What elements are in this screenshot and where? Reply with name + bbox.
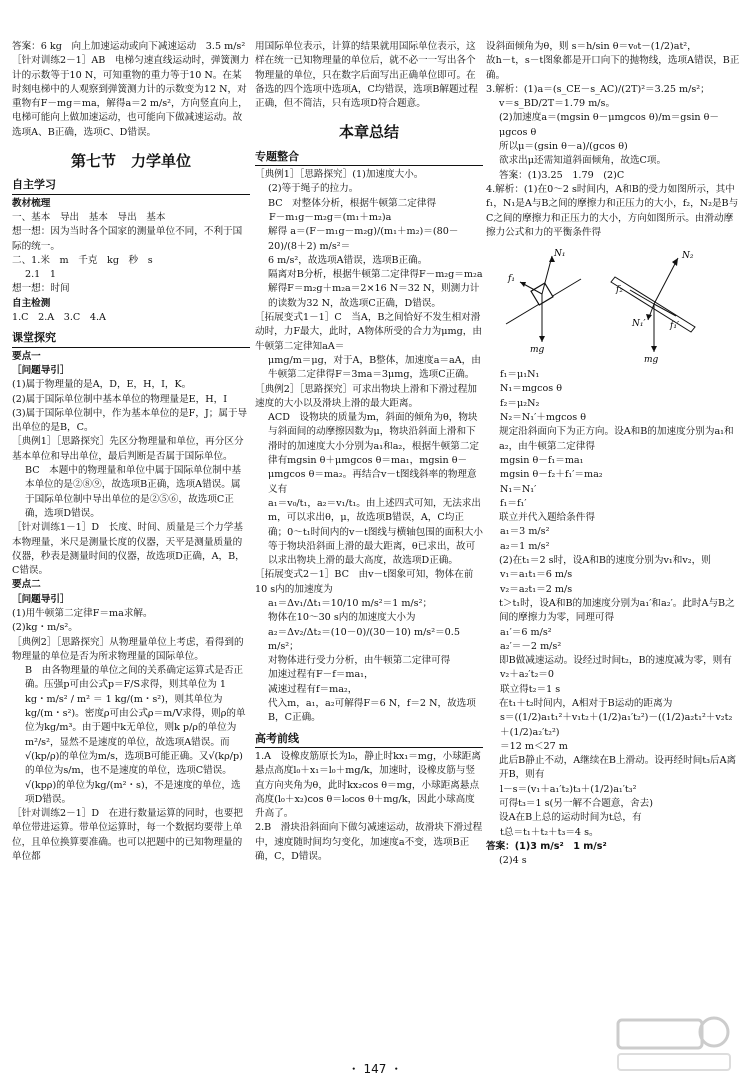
equation: 设斜面倾角为θ，则 s＝h/sin θ＝v₀t－(1/2)at²， — [486, 41, 697, 52]
text-line: (3)属于国际单位制中，作为基本单位的是F，J；属于导出单位的是B，C。 — [12, 407, 248, 434]
self-study-header: 自主学习 — [12, 178, 250, 194]
text-line: ［典例1］［思路探究］(1)加速度大小。 — [255, 169, 424, 181]
watermark-url-box — [618, 1054, 730, 1070]
topic-header: 专题整合 — [255, 150, 483, 166]
column-middle — [255, 40, 483, 864]
equation: a₁＝Δv₁/Δt₁＝10/10 m/s²＝1 m/s²； — [268, 597, 433, 609]
text-line: 物体在10～30 s内的加速度大小为 — [268, 612, 416, 624]
equation: a₁′＝6 m/s² — [500, 626, 552, 638]
equation: v＝s_BD/2T＝1.79 m/s。 — [499, 98, 616, 110]
equation: mgsin θ－f₂＋f₁′＝ma₂ — [500, 469, 603, 481]
text-line: 二、1.米 m 千克 kg 秒 s — [12, 254, 153, 266]
label-f1-prime: f₁′ — [670, 321, 679, 332]
text-line: 想一想：因为当时各个国家的测量单位不同，不利于国际的统一。 — [12, 226, 243, 252]
equation: l－s＝(v₁＋a₁′t₂)t₃＋(1/2)a₁′t₃² — [500, 783, 637, 795]
text-line: 6 m/s²，故选项A错误，选项B正确。 — [268, 254, 428, 266]
text-line: μmg/m＝μg，对于A，B整体，加速度a＝aA，由牛顿第二定律得F＝3ma＝3μmg，选项C正确。 — [268, 354, 481, 381]
text-line: 此后B静止不动，A继续在B上滑动。设再经时间t₃后A离开B，则有 — [499, 755, 737, 781]
force-diagrams — [486, 244, 740, 364]
self-check-label: 自主检测 — [12, 297, 51, 309]
guide-label: ［问题导引］ — [12, 364, 70, 376]
equation: N₁＝mgcos θ — [500, 383, 562, 395]
label-f2: f₂ — [616, 285, 623, 296]
text-line: (2)等于绳子的拉力。 — [268, 183, 359, 195]
text-line: (1)用牛顿第二定律F＝ma求解。 — [12, 607, 153, 619]
label-n1-prime: N₁′ — [632, 319, 646, 330]
text-line: ［拓展变式2－1］BC 由v－t图象可知，物体在前10 s内的加速度为 — [255, 569, 474, 595]
block-a-diagram — [506, 249, 581, 355]
text-line: 用国际单位表示，计算的结果就用国际单位表示，这样在统一已知物理量的单位后，就不必一一写出各个物理量的单位，只在数字后面写出正确单位即可。在备选的四个选项中选项A，C均错误，选项B解题过程正确，但不简洁，只有选项D符合题意。 — [255, 41, 478, 110]
page-number: ・ 147 ・ — [347, 1062, 403, 1076]
answer-line: 答案：6 kg 向上加速运动或向下减速运动 3.5 m/s² — [12, 41, 246, 52]
column-right — [486, 40, 740, 869]
answer-line: (2)4 s — [499, 855, 527, 867]
answer-line: 答案：(1)3 m/s² 1 m/s² — [486, 840, 607, 852]
text-line: 规定沿斜面向下为正方向。设A和B的加速度分别为a₁和a₂，由牛顿第二定律得 — [499, 426, 734, 452]
text-line: 2.1 1 — [25, 269, 56, 281]
point-label: 要点二 — [12, 579, 41, 591]
force-diagram-svg — [486, 244, 736, 364]
text-line: 3.解析：(1)a＝(s_CE－s_AC)/(2T)²＝3.25 m/s²； — [486, 83, 710, 95]
equation: f₁＝f₁′ — [500, 497, 527, 509]
equation: f₂＝μ₂N₂ — [500, 397, 540, 409]
watermark-ring — [700, 1018, 728, 1046]
equation: ＝12 m＜27 m — [500, 740, 568, 752]
equation: s＝((1/2)a₁t₁²＋v₁t₂＋(1/2)a₁′t₂²)－((1/2)a₂t₁²＋v₂t₂＋(1/2)a₂′t₂²) — [500, 712, 733, 738]
text-line: BC 对整体分析，根据牛顿第二定律得 — [268, 197, 437, 209]
text-line: 1.C 2.A 3.C 4.A — [12, 312, 106, 324]
equation: N₁＝N₁′ — [500, 483, 537, 495]
equation: a₁＝3 m/s² — [500, 526, 550, 538]
text-line: 一、基本 导出 基本 导出 基本 — [12, 211, 166, 223]
text-line: 2.B 滑块沿斜面向下做匀减速运动，故滑块下滑过程中，速度随时间均匀变化，加速度a不变，选项B正确，C，D错误。 — [255, 822, 483, 863]
text-line: ACD 设物块的质量为m，斜面的倾角为θ，物块与斜面间的动摩擦因数为μ，物块沿斜面上滑和下滑时的加速度大小分别为a₁和a₂，根据牛顿第二定律有mgsin θ＋μmgcos θ＝ma₁，mgsin θ－μmgcos θ＝ma₂。再结合v－t图线斜率的物理意义有 — [268, 412, 480, 495]
column-left — [12, 40, 250, 864]
example-1: ［典例1］［思路探究］先区分物理量和单位，再分区分基本单位和导出单位，最后判断是否属于国际单位。 — [12, 436, 244, 462]
label-mg: mg — [644, 355, 659, 365]
watermark-box — [618, 1020, 702, 1048]
equation: mgsin θ－f₁＝ma₁ — [500, 454, 584, 466]
equation: (2)加速度a＝(mgsin θ－μmgcos θ)/m＝gsin θ－μgcos θ — [499, 112, 720, 138]
label-mg: mg — [530, 345, 545, 356]
text-line: a₁＝v₀/t₁，a₂＝v₁/t₁。由上述四式可知，无法求出m，可以求出θ，μ，故选项B错误，A，C均正确；0～t₁时间内的v－t图线与横轴包围的面积大小等于物块沿斜面上滑的最大距离，θ已求出，故可以求出物块上滑的最大高度，故选项D正确。 — [268, 497, 483, 567]
equation: a₂＝Δv₂/Δt₂＝(10－0)/(30－10) m/s²＝0.5 m/s²； — [268, 626, 460, 652]
text-line: 欲求出μ还需知道斜面倾角，故选C项。 — [499, 155, 667, 167]
equation: a₂＝1 m/s² — [500, 540, 550, 552]
arrowhead — [539, 336, 545, 342]
equation: 解得 a＝(F－m₁g－m₂g)/(m₁＋m₂)＝(80－20)/(8＋2) m/s²＝ — [268, 226, 459, 252]
answer-line: 答案：(1)3.25 1.79 (2)C — [499, 169, 625, 181]
label-n1: N₁ — [554, 249, 566, 260]
text-line: 在t₁＋t₂时间内，A相对于B运动的距离为 — [499, 697, 673, 709]
text-line: 解得F＝m₂g＋m₂a＝2×16 N＝32 N，则测力计的读数为32 N，故选项C正确，D错误。 — [268, 283, 480, 309]
equation: F－m₁g－m₂g＝(m₁＋m₂)a — [269, 211, 392, 223]
drill-2-1: ［针对训练2－1］AB 电梯匀速直线运动时，弹簧测力计的示数等于10 N，可知重物的重力等于10 N。在某时刻电梯中的人观察到弹簧测力计的示数变为12 N，对重物有F－mg＝ma，解得a＝2 m/s²，方向竖直向上，电梯可能向上做加速运动，也可能向下做减速运动。故选项A、B正确，选项C、D错误。 — [12, 55, 250, 138]
text-line: 减速过程有f＝ma₂， — [268, 683, 358, 695]
watermark-logo — [614, 1010, 734, 1074]
equation: f₁＝μ₁N₁ — [500, 369, 540, 381]
text-line: 1.A 设橡皮筋原长为l₀，静止时kx₁＝mg，小球距离悬点高度l₀＋x₁＝l₀＋mg/k，加速时，设橡皮筋与竖直方向夹角为θ，此时kx₂cos θ＝mg，小球距离悬点高度(l₀＋x₂)cos θ＝l₀cos θ＋mg/k，因此小球高度升高了。 — [255, 750, 481, 820]
equation: 所以μ＝(gsin θ－a)/(gcos θ) — [499, 141, 628, 153]
drill-2-1b: ［针对训练2－1］D 在进行数量运算的同时，也要把单位带进运算。带单位运算时，每一个数据均要带上单位，且单位换算要准确。也可以把题中的已知物理量的单位都 — [12, 808, 243, 863]
equation: t总＝t₁＋t₂＋t₃＝4 s。 — [500, 826, 599, 838]
text-line: (2)在t₁＝2 s时，设A和B的速度分别为v₁和v₂，则 — [499, 555, 711, 567]
class-explore-header: 课堂探究 — [12, 331, 250, 347]
equation: v₂＝a₂t₁＝2 m/s — [500, 583, 573, 595]
text-line: 代入m，a₁，a₂可解得F＝6 N，f＝2 N，故选项B，C正确。 — [268, 698, 476, 724]
label-f1: f₁ — [508, 274, 515, 285]
label-n2: N₂ — [682, 251, 694, 262]
example-2-solution: B 由各物理量的单位之间的关系确定运算式是否正确。压强p可由公式p＝F/S求得，则其单位为 1 kg・m/s² / m² ＝ 1 kg/(m・s²)，则其单位为kg/(m・s²)。密度ρ可由公式ρ＝m/V求得，则ρ的单位为kg/m³。由于题中k无单位，则k p/ρ的单位为m²/s²，显然不是速度的单位，故选项A错误。而√(kp/ρ)的单位为m/s，选项B可能正确。又√(kρ/p)的单位为s/m，也不是速度的单位，选项C错误。√(kpρ)的单位为kg/(m²・s)，不是速度的单位，选项D错误。 — [25, 665, 246, 805]
text-line: 加速过程有F－f＝ma₁， — [268, 669, 374, 681]
equation: a₂′＝－2 m/s² — [500, 640, 562, 652]
arrowhead — [651, 346, 657, 352]
drill-1-1: ［针对训练1－1］D 长度、时间、质量是三个力学基本物理量，米尺是测量长度的仪器，天平是测量质量的仪器，秒表是测量时间的仪器，故选项D正确，A，B，C错误。 — [12, 522, 245, 577]
example-2: ［典例2］［思路探究］从物理量单位上考虑，看得到的物理量的单位是否为所求物理量的国际单位。 — [12, 636, 244, 662]
text-line: 4.解析：(1)在0～2 s时间内，A和B的受力如图所示，其中f₁，N₁是A与B之间的摩擦力和正压力的大小，f₂，N₂是B与C之间的摩擦力和正压力的大小，方向如图所示。由滑动摩擦力公式和力的平衡条件得 — [486, 183, 739, 238]
equation: v₁＝a₁t₁＝6 m/s — [500, 569, 573, 581]
text-line: 隔离对B分析，根据牛顿第二定律得F－m₂g＝m₂a — [268, 269, 483, 281]
equation: 联立得t₂＝1 s — [500, 683, 561, 695]
section-title: 第七节 力学单位 — [70, 152, 191, 171]
frontline-header: 高考前线 — [255, 732, 483, 748]
textbook-summary-label: 教材梳理 — [12, 197, 51, 209]
text-line: (1)属于物理量的是A，D，E，H，I，K。 — [12, 379, 192, 391]
point-label: 要点一 — [12, 350, 41, 362]
text-line: 对物体进行受力分析，由牛顿第二定律可得 — [268, 655, 451, 667]
text-line: t＞t₁时，设A和B的加速度分别为a₁′和a₂′。此时A与B之间的摩擦力为零，同理可得 — [499, 597, 735, 624]
guide-label: ［问题导引］ — [12, 593, 70, 605]
chapter-summary-title: 本章总结 — [338, 123, 399, 142]
equation: N₂＝N₁′＋mgcos θ — [500, 412, 586, 424]
text-line: (2)属于国际单位制中基本单位的物理量是E，H，I — [12, 393, 228, 405]
text-line: 故h－t，s－t图象都是开口向下的抛物线，选项A错误，B正确。 — [486, 55, 740, 81]
text-line: ［典例2］［思路探究］可求出物块上滑和下滑过程加速度的大小以及滑块上滑的最大距离。 — [255, 383, 477, 409]
text-line: ［拓展变式1－1］C 当A，B之间恰好不发生相对滑动时，力F最大，此时，A物体所受的合力为μmg，由牛顿第二定律知aA＝ — [255, 312, 482, 352]
normal-force-arrow — [654, 258, 678, 304]
arrowhead — [646, 314, 652, 320]
text-line: 想一想：时间 — [12, 283, 70, 295]
board-b-diagram — [611, 251, 695, 364]
text-line: 联立并代入题给条件得 — [499, 512, 595, 524]
equation: v₂＋a₂′t₂＝0 — [500, 669, 555, 681]
board-b — [611, 277, 695, 332]
text-line: 可得t₃＝1 s(另一解不合题意，舍去) — [499, 798, 653, 810]
text-line: 即B做减速运动。设经过时间t₂，B的速度减为零，则有 — [499, 655, 732, 667]
example-1-solution: BC 本题中的物理量和单位中属于国际单位制中基本单位的是②⑧⑨，故选项B正确，选项A错误。属于国际单位制中导出单位的是②⑤⑥，故选项C正确，选项D错误。 — [25, 465, 242, 519]
text-line: 设A在B上总的运动时间为t总，有 — [499, 812, 642, 824]
text-line: (2)kg・m/s²。 — [12, 622, 78, 634]
